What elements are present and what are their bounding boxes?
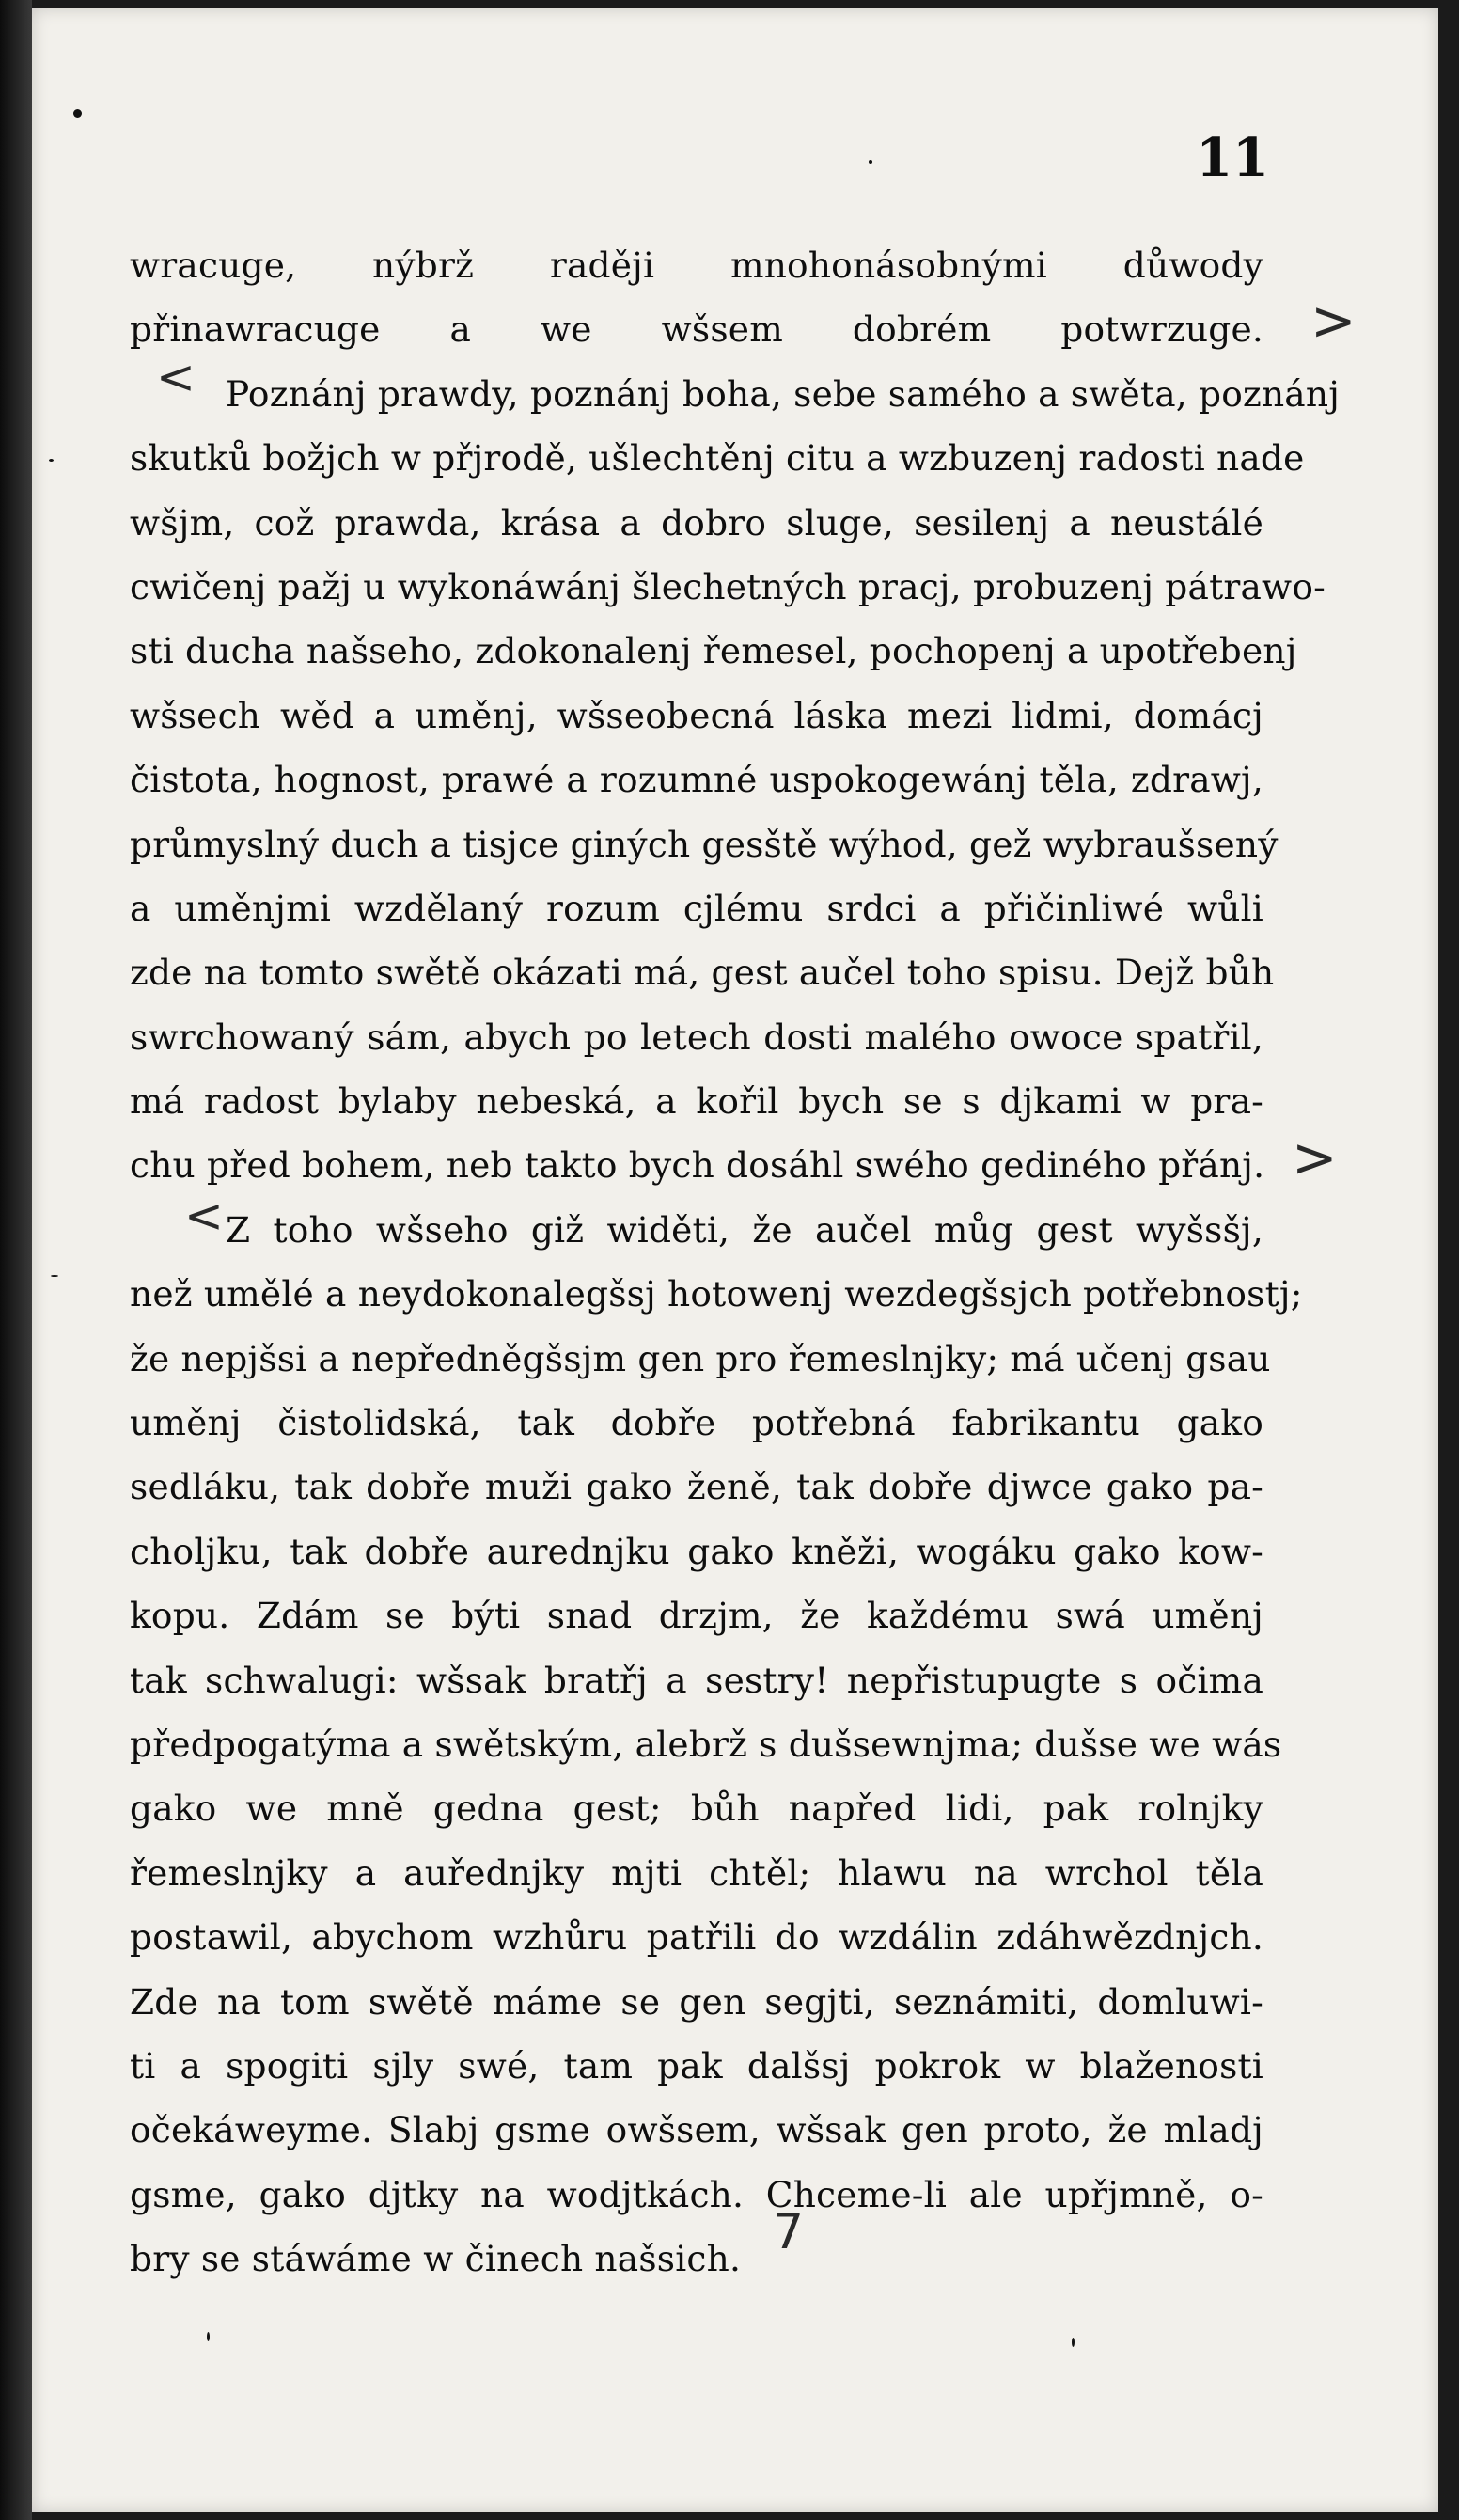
text-line: čistota, hognost, prawé a rozumné uspokogewánj těla, zdrawj, [130, 759, 1263, 801]
margin-mark-right: > [1292, 1126, 1338, 1189]
text-line: wšsech wěd a uměnj, wšseobecná láska mezi lidmi, domácj [130, 694, 1263, 736]
text-line: řemeslnjky a auřednjky mjti chtěl; hlawu na wrchol těla [130, 1851, 1263, 1894]
text-line: přinawracuge a we wšsem dobrém potwrzuge. [130, 308, 1263, 351]
margin-mark-end: 7 [773, 2204, 805, 2260]
text-line: předpogatýma a swětským, alebrž s dušsewnjma; dušse we wás [130, 1723, 1282, 1765]
ink-speck [1072, 2338, 1075, 2347]
page-number: 11 [1196, 127, 1269, 189]
text-line: cwičenj pažj u wykonáwánj šlechetných pracj, probuzenj pátrawo- [130, 565, 1326, 607]
text-line: gsme, gako djtky na wodjtkách. Chceme-li ale upřjmně, o- [130, 2173, 1263, 2215]
text-line: wracuge, nýbrž raději mnohonásobnými důwody [130, 244, 1263, 286]
page-text [130, 233, 1341, 2292]
text-line: Poznánj prawdy, poznánj boha, sebe samého a swěta, poznánj [226, 372, 1341, 415]
text-line: zde na tomto swětě okázati má, gest aučel toho spisu. Dejž bůh [130, 952, 1275, 994]
text-line: tak schwalugi: wšsak bratřj a sestry! nepřistupugte s očima [130, 1659, 1263, 1701]
text-line: kopu. Zdám se býti snad drzjm, že každému swá uměnj [130, 1595, 1263, 1637]
ink-speck [73, 109, 82, 118]
text-line: ti a spogiti sjly swé, tam pak dalšsj pokrok w blaženosti [130, 2044, 1263, 2087]
ink-speck [869, 160, 872, 164]
ink-speck [51, 1275, 58, 1277]
text-line: postawil, abychom wzhůru patřili do wzdálin zdáhwězdnjch. [130, 1916, 1263, 1959]
text-line: skutků božjch w přjrodě, ušlechtěnj citu a wzbuzenj radosti nade [130, 437, 1305, 480]
text-line: sti ducha našseho, zdokonalenj řemesel, pochopenj a upotřebenj [130, 630, 1297, 672]
text-line: očekáweyme. Slabj gsme owšsem, wšsak gen proto, že mladj [130, 2109, 1263, 2151]
margin-mark-left: < [156, 350, 196, 404]
ink-speck [207, 2332, 210, 2341]
text-line: Zde na tom swětě máme se gen segjti, seznámiti, domluwi- [130, 1980, 1263, 2023]
margin-mark-right: > [1310, 289, 1357, 353]
text-line: chu před bohem, neb takto bych dosáhl swého gediného přánj. [130, 1144, 1265, 1187]
text-line: průmyslný duch a tisjce giných gesště wýhod, gež wybraušsený [130, 823, 1279, 865]
text-line: než umělé a neydokonalegšsj hotowenj wezdegšsjch potřebnostj; [130, 1273, 1303, 1315]
page-left-shadow [0, 0, 32, 2520]
text-line: že nepjšsi a nepředněgšsjm gen pro řemeslnjky; má učenj gsau [130, 1337, 1271, 1379]
text-line: gako we mně gedna gest; bůh napřed lidi, pak rolnjky [130, 1788, 1263, 1830]
margin-mark-left: < [184, 1189, 224, 1243]
text-line: má radost bylaby nebeská, a kořil bych se s djkami w pra- [130, 1080, 1263, 1123]
text-line: a uměnjmi wzdělaný rozum cjlému srdci a přičinliwé wůli [130, 887, 1263, 929]
text-line: bry se stáwáme w činech našsich. [130, 2238, 742, 2280]
text-line: uměnj čistolidská, tak dobře potřebná fabrikantu gako [130, 1402, 1263, 1444]
text-line: choljku, tak dobře aurednjku gako kněži, wogáku gako kow- [130, 1530, 1263, 1572]
text-line: Z toho wšseho giž widěti, že aučel můg gest wyšsšj, [226, 1208, 1263, 1251]
ink-speck [49, 459, 54, 462]
text-line: sedláku, tak dobře muži gako ženě, tak dobře djwce gako pa- [130, 1466, 1263, 1508]
text-line: wšjm, což prawda, krása a dobro sluge, sesilenj a neustálé [130, 501, 1263, 543]
text-line: swrchowaný sám, abych po letech dosti malého owoce spatřil, [130, 1016, 1263, 1058]
